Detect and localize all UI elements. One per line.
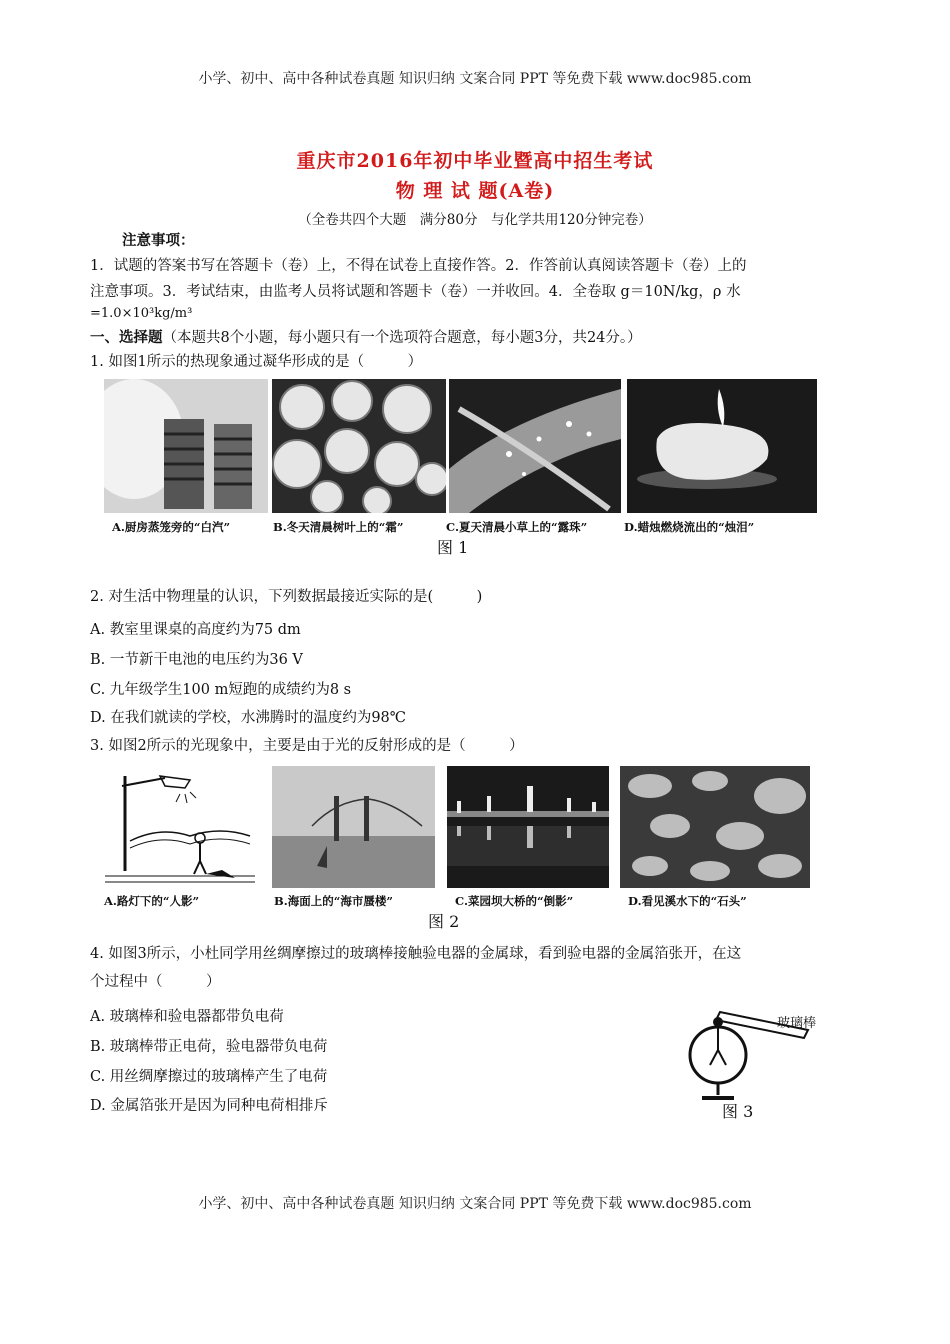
q3-caption-d: D.看见溪水下的“石头” xyxy=(628,894,747,908)
q2-stem: 2. 对生活中物理量的认识，下列数据最接近实际的是( ) xyxy=(90,589,483,605)
mirage-photo xyxy=(272,766,435,888)
notice-line-1: 1．试题的答案书写在答题卡（卷）上，不得在试卷上直接作答。2．作答前认真阅读答题卡（卷）上的 xyxy=(90,258,747,274)
figure-1-label: 图 1 xyxy=(437,538,469,557)
q1-caption-a: A.厨房蒸笼旁的“白汽” xyxy=(112,520,231,534)
bridge-reflection-photo xyxy=(447,766,609,888)
steamer-photo xyxy=(104,379,268,513)
section-note: （本题共8个小题，每小题只有一个选项符合题意，每小题3分，共24分。） xyxy=(162,330,642,346)
q1-caption-c: C.夏天清晨小草上的“露珠” xyxy=(446,520,588,534)
q3-caption-b: B.海面上的“海市蜃楼” xyxy=(274,894,393,908)
section-title: 一、选择题 xyxy=(90,329,163,346)
q4-option-b: B. 玻璃棒带正电荷，验电器带负电荷 xyxy=(90,1039,328,1055)
exam-subtitle: （全卷共四个大题 满分80分 与化学共用120分钟完卷） xyxy=(298,212,652,228)
exam-title: 重庆市2016年初中毕业暨高中招生考试 xyxy=(296,150,654,172)
q3-stem: 3. 如图2所示的光现象中，主要是由于光的反射形成的是（ ） xyxy=(90,738,524,754)
notice-line-2: 注意事项。3．考试结束，由监考人员将试题和答题卡（卷）一并收回。4．全卷取 g＝10N/kg，ρ 水 xyxy=(90,284,741,300)
q4-stem-line-1: 4. 如图3所示，小杜同学用丝绸摩擦过的玻璃棒接触验电器的金属球，看到验电器的金属箔张开，在这 xyxy=(90,946,742,962)
candle-photo xyxy=(627,379,817,513)
glass-rod-label: 玻璃棒 xyxy=(777,1016,817,1031)
q3-caption-c: C.菜园坝大桥的“倒影” xyxy=(455,894,574,908)
q1-caption-b: B.冬天清晨树叶上的“霜” xyxy=(273,520,404,534)
notice-line-3: =1.0×10³kg/m³ xyxy=(90,306,193,321)
q4-option-a: A. 玻璃棒和验电器都带负电荷 xyxy=(90,1009,284,1025)
street-lamp-drawing xyxy=(100,766,260,888)
q4-stem-line-2: 个过程中（ ） xyxy=(90,974,221,990)
q4-option-c: C. 用丝绸摩擦过的玻璃棒产生了电荷 xyxy=(90,1069,328,1085)
page-header: 小学、初中、高中各种试卷真题 知识归纳 文案合同 PPT 等免费下载 www.doc985.com xyxy=(198,71,752,87)
figure-2-label: 图 2 xyxy=(428,912,460,931)
q2-option-a: A. 教室里课桌的高度约为75 dm xyxy=(90,622,301,638)
page-footer: 小学、初中、高中各种试卷真题 知识归纳 文案合同 PPT 等免费下载 www.doc985.com xyxy=(198,1196,752,1212)
q3-caption-a: A.路灯下的“人影” xyxy=(104,894,200,908)
figure-3-label: 图 3 xyxy=(722,1102,754,1121)
frost-leaves-photo xyxy=(272,379,446,513)
q4-option-d: D. 金属箔张开是因为同种电荷相排斥 xyxy=(90,1098,328,1114)
stream-stones-photo xyxy=(620,766,810,888)
section-heading xyxy=(90,328,642,348)
exam-subject-title: 物 理 试 题(A卷) xyxy=(395,180,555,202)
notice-heading: 注意事项： xyxy=(122,232,195,249)
dew-grass-photo xyxy=(449,379,621,513)
q2-option-c: C. 九年级学生100 m短跑的成绩约为8 s xyxy=(90,682,352,698)
q1-caption-d: D.蜡烛燃烧流出的“烛泪” xyxy=(624,520,755,534)
q1-stem: 1. 如图1所示的热现象通过凝华形成的是（ ） xyxy=(90,354,423,370)
q2-option-b: B. 一节新干电池的电压约为36 V xyxy=(90,652,303,668)
q2-option-d: D. 在我们就读的学校，水沸腾时的温度约为98℃ xyxy=(90,710,406,726)
